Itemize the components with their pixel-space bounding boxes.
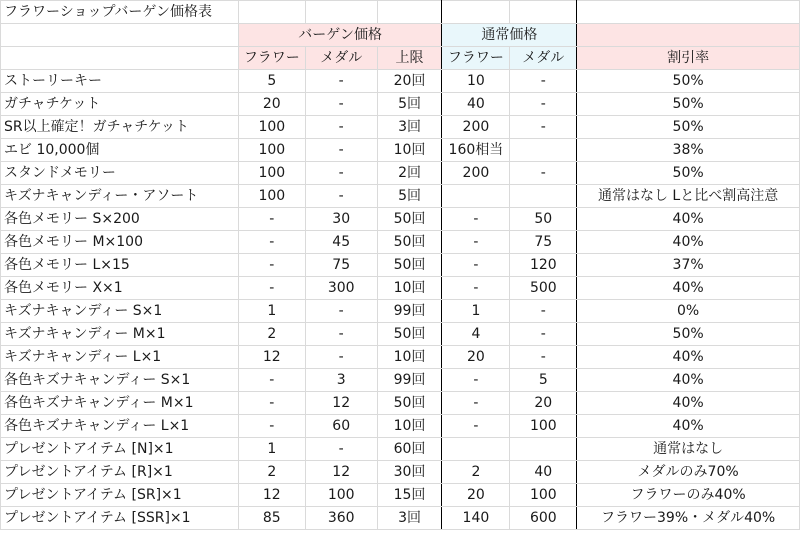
cell-limit[interactable]: 2回 xyxy=(377,162,442,185)
cell-limit[interactable]: 20回 xyxy=(377,70,442,93)
cell-medal[interactable]: - xyxy=(305,438,377,461)
cell-normal-medal[interactable]: 20 xyxy=(510,392,577,415)
cell-normal-flower[interactable]: 200 xyxy=(442,162,510,185)
cell-normal-flower[interactable]: - xyxy=(442,369,510,392)
cell-limit[interactable]: 99回 xyxy=(377,300,442,323)
cell-limit[interactable]: 50回 xyxy=(377,323,442,346)
table-row xyxy=(1,369,800,392)
cell-item[interactable]: ストーリーキー xyxy=(1,70,239,93)
cell-normal-medal[interactable]: 5 xyxy=(510,369,577,392)
cell-normal-flower[interactable]: - xyxy=(442,392,510,415)
cell-medal[interactable]: - xyxy=(305,93,377,116)
cell-flower[interactable]: 100 xyxy=(238,139,305,162)
cell-normal-flower[interactable]: 140 xyxy=(442,507,510,530)
column-header-medal[interactable]: メダル xyxy=(305,47,377,70)
cell-medal[interactable]: 100 xyxy=(305,484,377,507)
group-header-normal[interactable]: 通常価格 xyxy=(442,24,577,47)
cell-discount[interactable]: フラワーのみ40% xyxy=(577,484,800,507)
cell-item[interactable]: プレゼントアイテム [R]×1 xyxy=(1,461,239,484)
cell-flower[interactable]: 1 xyxy=(238,438,305,461)
cell-normal-medal[interactable]: 600 xyxy=(510,507,577,530)
column-header-row xyxy=(1,47,800,70)
cell-discount[interactable]: 50% xyxy=(577,162,800,185)
cell-normal-medal[interactable]: 100 xyxy=(510,415,577,438)
cell-discount[interactable]: 0% xyxy=(577,300,800,323)
cell-item[interactable]: 各色キズナキャンディー L×1 xyxy=(1,415,239,438)
table-row xyxy=(1,139,800,162)
cell-limit[interactable]: 3回 xyxy=(377,507,442,530)
cell-medal[interactable]: 30 xyxy=(305,208,377,231)
column-header-discount[interactable]: 割引率 xyxy=(577,47,800,70)
table-row xyxy=(1,93,800,116)
cell-discount[interactable]: 40% xyxy=(577,277,800,300)
price-table-body xyxy=(1,1,800,530)
cell-flower[interactable]: 5 xyxy=(238,70,305,93)
cell-flower[interactable]: 100 xyxy=(238,116,305,139)
cell-empty[interactable] xyxy=(1,24,239,47)
cell-medal[interactable]: 12 xyxy=(305,461,377,484)
cell-flower[interactable]: - xyxy=(238,208,305,231)
cell-discount[interactable]: 38% xyxy=(577,139,800,162)
cell-normal-medal[interactable]: 100 xyxy=(510,484,577,507)
cell-empty[interactable] xyxy=(1,47,239,70)
cell-normal-medal[interactable]: - xyxy=(510,116,577,139)
cell-normal-flower[interactable]: - xyxy=(442,208,510,231)
cell-item[interactable]: 各色キズナキャンディー M×1 xyxy=(1,392,239,415)
cell-medal[interactable]: 12 xyxy=(305,392,377,415)
cell-normal-medal[interactable]: 40 xyxy=(510,461,577,484)
cell-item[interactable]: キズナキャンディー L×1 xyxy=(1,346,239,369)
cell-normal-flower[interactable]: 40 xyxy=(442,93,510,116)
cell-empty[interactable] xyxy=(305,1,377,24)
cell-normal-flower[interactable]: 200 xyxy=(442,116,510,139)
cell-limit[interactable]: 10回 xyxy=(377,277,442,300)
cell-discount[interactable]: メダルのみ70% xyxy=(577,461,800,484)
cell-normal-flower[interactable]: - xyxy=(442,415,510,438)
cell-discount[interactable]: フラワー39%・メダル40% xyxy=(577,507,800,530)
cell-normal-medal[interactable]: - xyxy=(510,70,577,93)
cell-limit[interactable]: 10回 xyxy=(377,415,442,438)
cell-medal[interactable]: 60 xyxy=(305,415,377,438)
cell-flower[interactable]: - xyxy=(238,231,305,254)
cell-empty[interactable] xyxy=(577,24,800,47)
cell-limit[interactable]: 5回 xyxy=(377,93,442,116)
cell-flower[interactable]: 2 xyxy=(238,323,305,346)
cell-limit[interactable]: 5回 xyxy=(377,185,442,208)
cell-normal-medal[interactable]: - xyxy=(510,300,577,323)
table-row xyxy=(1,185,800,208)
cell-flower[interactable]: - xyxy=(238,254,305,277)
cell-discount[interactable]: 40% xyxy=(577,392,800,415)
cell-item[interactable]: 各色メモリー M×100 xyxy=(1,231,239,254)
cell-normal-flower[interactable]: 20 xyxy=(442,484,510,507)
table-row xyxy=(1,277,800,300)
cell-flower[interactable]: 12 xyxy=(238,346,305,369)
cell-flower[interactable]: 12 xyxy=(238,484,305,507)
table-row xyxy=(1,208,800,231)
cell-medal[interactable]: - xyxy=(305,139,377,162)
table-row xyxy=(1,484,800,507)
cell-flower[interactable]: 2 xyxy=(238,461,305,484)
cell-normal-flower[interactable]: 20 xyxy=(442,346,510,369)
table-row xyxy=(1,116,800,139)
cell-item[interactable]: 各色メモリー S×200 xyxy=(1,208,239,231)
cell-normal-medal[interactable]: 500 xyxy=(510,277,577,300)
table-row xyxy=(1,254,800,277)
cell-normal-flower[interactable]: 2 xyxy=(442,461,510,484)
cell-discount[interactable]: 40% xyxy=(577,415,800,438)
column-header-flower[interactable]: フラワー xyxy=(238,47,305,70)
cell-flower[interactable]: 100 xyxy=(238,162,305,185)
cell-medal[interactable]: - xyxy=(305,116,377,139)
cell-flower[interactable]: 20 xyxy=(238,93,305,116)
cell-discount[interactable]: 40% xyxy=(577,346,800,369)
cell-item[interactable]: 各色メモリー X×1 xyxy=(1,277,239,300)
cell-item[interactable]: キズナキャンディー S×1 xyxy=(1,300,239,323)
cell-medal[interactable]: 3 xyxy=(305,369,377,392)
cell-flower[interactable]: - xyxy=(238,415,305,438)
column-header-limit[interactable]: 上限 xyxy=(377,47,442,70)
cell-normal-flower[interactable] xyxy=(442,185,510,208)
cell-normal-medal[interactable]: 50 xyxy=(510,208,577,231)
group-header-row xyxy=(1,24,800,47)
cell-item[interactable]: 各色メモリー L×15 xyxy=(1,254,239,277)
cell-limit[interactable]: 99回 xyxy=(377,369,442,392)
cell-flower[interactable]: - xyxy=(238,369,305,392)
table-row xyxy=(1,300,800,323)
cell-limit[interactable]: 50回 xyxy=(377,208,442,231)
cell-normal-medal[interactable]: - xyxy=(510,346,577,369)
table-row xyxy=(1,162,800,185)
cell-limit[interactable]: 3回 xyxy=(377,116,442,139)
cell-empty[interactable] xyxy=(577,1,800,24)
cell-empty[interactable] xyxy=(238,1,305,24)
cell-empty[interactable] xyxy=(510,1,577,24)
cell-item[interactable]: キズナキャンディー M×1 xyxy=(1,323,239,346)
cell-limit[interactable]: 10回 xyxy=(377,139,442,162)
cell-discount[interactable]: 通常はなし xyxy=(577,438,800,461)
cell-empty[interactable] xyxy=(442,1,510,24)
group-header-bargain[interactable]: バーゲン価格 xyxy=(238,24,442,47)
cell-discount[interactable]: 50% xyxy=(577,323,800,346)
cell-discount[interactable]: 通常はなし Lと比べ割高注意 xyxy=(577,185,800,208)
cell-normal-flower[interactable]: - xyxy=(442,231,510,254)
cell-normal-flower[interactable]: 1 xyxy=(442,300,510,323)
cell-normal-medal[interactable]: - xyxy=(510,323,577,346)
cell-normal-flower[interactable]: - xyxy=(442,254,510,277)
cell-item[interactable]: 各色キズナキャンディー S×1 xyxy=(1,369,239,392)
cell-item[interactable]: プレゼントアイテム [SSR]×1 xyxy=(1,507,239,530)
cell-medal[interactable]: 300 xyxy=(305,277,377,300)
cell-medal[interactable]: 360 xyxy=(305,507,377,530)
cell-normal-flower[interactable]: 160相当 xyxy=(442,139,510,162)
cell-normal-medal[interactable]: - xyxy=(510,93,577,116)
cell-limit[interactable]: 50回 xyxy=(377,392,442,415)
cell-empty[interactable] xyxy=(377,1,442,24)
sheet-title[interactable]: フラワーショップバーゲン価格表 xyxy=(1,1,239,24)
cell-medal[interactable]: - xyxy=(305,185,377,208)
table-row xyxy=(1,323,800,346)
cell-normal-medal[interactable] xyxy=(510,438,577,461)
cell-discount[interactable]: 40% xyxy=(577,369,800,392)
cell-normal-flower[interactable] xyxy=(442,438,510,461)
cell-limit[interactable]: 50回 xyxy=(377,231,442,254)
cell-normal-flower[interactable]: 4 xyxy=(442,323,510,346)
column-header-normal-medal[interactable]: メダル xyxy=(510,47,577,70)
table-row xyxy=(1,415,800,438)
cell-item[interactable]: プレゼントアイテム [SR]×1 xyxy=(1,484,239,507)
cell-item[interactable]: ガチャチケット xyxy=(1,93,239,116)
cell-normal-medal[interactable] xyxy=(510,139,577,162)
cell-medal[interactable]: - xyxy=(305,323,377,346)
table-row xyxy=(1,438,800,461)
cell-item[interactable]: SR以上確定！ガチャチケット xyxy=(1,116,239,139)
cell-medal[interactable]: - xyxy=(305,70,377,93)
cell-item[interactable]: キズナキャンディー・アソート xyxy=(1,185,239,208)
table-row xyxy=(1,231,800,254)
cell-flower[interactable]: - xyxy=(238,392,305,415)
cell-discount[interactable]: 50% xyxy=(577,116,800,139)
table-row xyxy=(1,461,800,484)
cell-discount[interactable]: 50% xyxy=(577,93,800,116)
cell-discount[interactable]: 37% xyxy=(577,254,800,277)
cell-flower[interactable]: 100 xyxy=(238,185,305,208)
cell-item[interactable]: スタンドメモリー xyxy=(1,162,239,185)
cell-discount[interactable]: 40% xyxy=(577,208,800,231)
cell-normal-medal[interactable] xyxy=(510,185,577,208)
cell-flower[interactable]: - xyxy=(238,277,305,300)
column-header-normal-flower[interactable]: フラワー xyxy=(442,47,510,70)
table-row xyxy=(1,507,800,530)
cell-discount[interactable]: 50% xyxy=(577,70,800,93)
cell-normal-flower[interactable]: - xyxy=(442,277,510,300)
cell-item[interactable]: プレゼントアイテム [N]×1 xyxy=(1,438,239,461)
cell-limit[interactable]: 50回 xyxy=(377,254,442,277)
cell-item[interactable]: エビ 10,000個 xyxy=(1,139,239,162)
cell-normal-medal[interactable]: - xyxy=(510,162,577,185)
cell-limit[interactable]: 10回 xyxy=(377,346,442,369)
cell-normal-medal[interactable]: 120 xyxy=(510,254,577,277)
cell-flower[interactable]: 85 xyxy=(238,507,305,530)
title-row xyxy=(1,1,800,24)
cell-medal[interactable]: - xyxy=(305,162,377,185)
cell-normal-medal[interactable]: 75 xyxy=(510,231,577,254)
table-row xyxy=(1,346,800,369)
table-row xyxy=(1,70,800,93)
cell-limit[interactable]: 60回 xyxy=(377,438,442,461)
cell-limit[interactable]: 30回 xyxy=(377,461,442,484)
cell-flower[interactable]: 1 xyxy=(238,300,305,323)
cell-discount[interactable]: 40% xyxy=(577,231,800,254)
table-row xyxy=(1,392,800,415)
cell-medal[interactable]: 45 xyxy=(305,231,377,254)
cell-medal[interactable]: - xyxy=(305,300,377,323)
cell-limit[interactable]: 15回 xyxy=(377,484,442,507)
cell-medal[interactable]: - xyxy=(305,346,377,369)
cell-normal-flower[interactable]: 10 xyxy=(442,70,510,93)
cell-medal[interactable]: 75 xyxy=(305,254,377,277)
